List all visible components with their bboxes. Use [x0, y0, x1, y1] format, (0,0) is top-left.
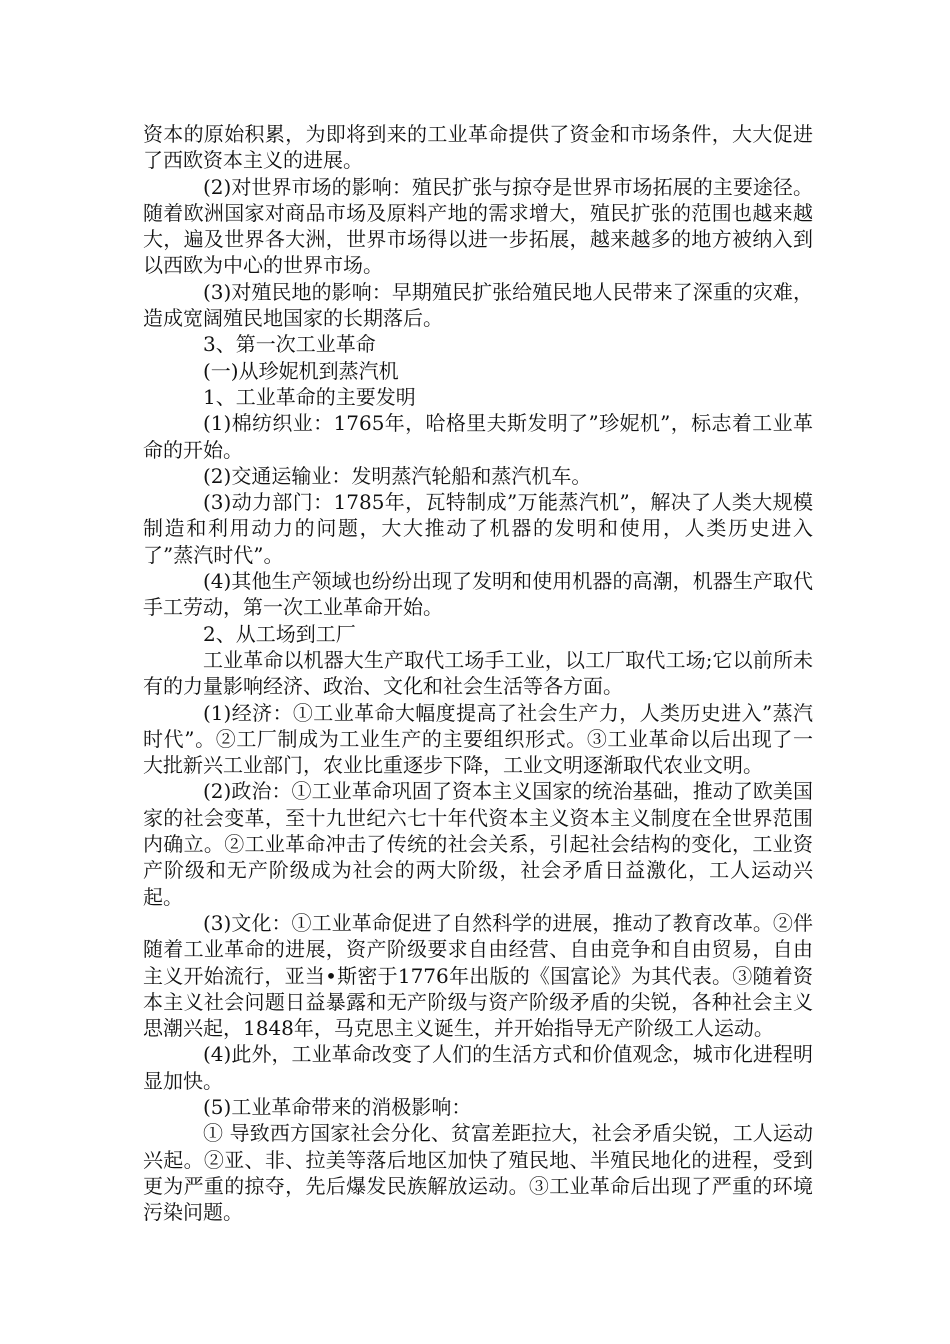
paragraph-economy: (1)经济：①工业革命大幅度提高了社会生产力，人类历史进入”蒸汽时代”。②工厂制成为工业生产的主要组织形式。③工业革命以后出现了一大批新兴工业部门，农业比重逐步下降，工业文明逐渐取代农业文明。 — [143, 700, 813, 778]
paragraph-other-fields: (4)其他生产领域也纷纷出现了发明和使用机器的高潮，机器生产取代手工劳动，第一次工业革命开始。 — [143, 569, 813, 620]
subsection-heading-1: (一)从珍妮机到蒸汽机 — [203, 358, 399, 383]
paragraph-3: (3)对殖民地的影响：早期殖民扩张给殖民地人民带来了深重的灾难，造成宽阔殖民地国家的长期落后。 — [143, 279, 813, 331]
paragraph-transport: (2)交通运输业：发明蒸汽轮船和蒸汽机车。 — [203, 463, 592, 488]
paragraph-cotton: (1)棉纺织业：1765年，哈格里夫斯发明了”珍妮机”，标志着工业革命的开始。 — [143, 411, 813, 462]
subheading-inventions: 1、工业革命的主要发明 — [203, 384, 416, 409]
paragraph-2: (2)对世界市场的影响：殖民扩张与掠夺是世界市场拓展的主要途径。随着欧洲国家对商品市场及原料产地的需求增大，殖民扩张的范围也越来越大，遍及世界各大洲，世界市场得以进一步拓展，越来越多的地方被纳入到以西欧为中心的世界市场。 — [143, 174, 813, 278]
paragraph-power: (3)动力部门：1785年，瓦特制成”万能蒸汽机”，解决了人类大规模制造和利用动力的问题，大大推动了机器的发明和使用，人类历史进入了”蒸汽时代”。 — [143, 490, 813, 567]
paragraph-industrial-revolution: 工业革命以机器大生产取代工场手工业，以工厂取代工场;它以前所未有的力量影响经济、政治、文化和社会生活等各方面。 — [143, 647, 813, 699]
paragraph-lifestyle: (4)此外，工业革命改变了人们的生活方式和价值观念，城市化进程明显加快。 — [143, 1042, 813, 1093]
section-heading-3: 3、第一次工业革命 — [203, 332, 376, 357]
paragraph-culture: (3)文化：①工业革命促进了自然科学的进展，推动了教育改革。②伴随着工业革命的进展，资产阶级要求自由经营、自由竞争和自由贸易，自由主义开始流行，亚当•斯密于1776年出版的《国富论》为其代表。③随着资本主义社会问题日益暴露和无产阶级与资产阶级矛盾的尖锐，各种社会主义思潮兴起，1848年，马克思主义诞生，并开始指导无产阶级工人运动。 — [143, 910, 813, 1041]
document-body — [143, 121, 813, 1225]
paragraph-negative-impact: ① 导致西方国家社会分化、贫富差距拉大，社会矛盾尖锐，工人运动兴起。②亚、非、拉美等落后地区加快了殖民地、半殖民地化的进程，受到更为严重的掠夺，先后爆发民族解放运动。③工业革命后出现了严重的环境污染问题。 — [143, 1121, 813, 1225]
paragraph-1: 资本的原始积累，为即将到来的工业革命提供了资金和市场条件，大大促进了西欧资本主义的进展。 — [143, 122, 813, 173]
paragraph-politics: (2)政治：①工业革命巩固了资本主义国家的统治基础，推动了欧美国家的社会变革，至十九世纪六七十年代资本主义资本主义制度在全世界范围内确立。②工业革命冲击了传统的社会关系，引起社会结构的变化，工业资产阶级和无产阶级成为社会的两大阶级，社会矛盾日益激化，工人运动兴起。 — [143, 779, 813, 909]
subheading-factory: 2、从工场到工厂 — [203, 621, 356, 646]
paragraph-negative-impact-heading: (5)工业革命带来的消极影响： — [203, 1094, 472, 1119]
